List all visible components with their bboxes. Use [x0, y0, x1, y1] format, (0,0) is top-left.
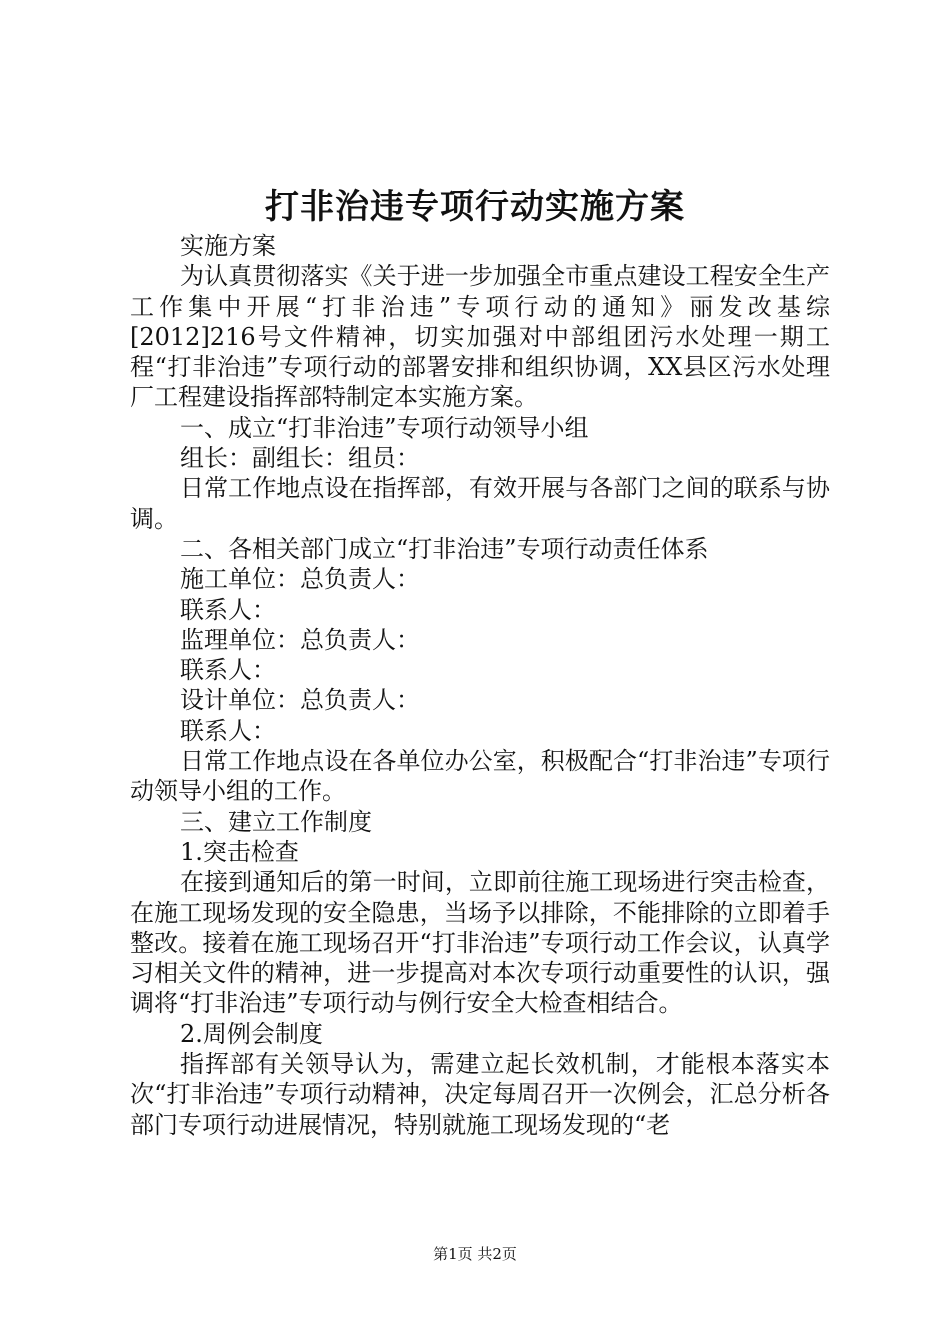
paragraph-supervision-unit: 监理单位：总负责人：: [180, 625, 420, 654]
page-footer: 第1页 共2页: [433, 1245, 517, 1263]
paragraph-design-unit: 设计单位：总负责人：: [180, 686, 420, 715]
document-body: [130, 231, 830, 1140]
paragraph-weekly-meeting: 指挥部有关领导认为，需建立起长效机制，才能根本落实本次“打非治违”专项行动精神，决定每周召开一次例会，汇总分析各部门专项行动进展情况，特别就施工现场发现的“老: [130, 1050, 830, 1139]
subheading-inspection: 1.突击检查: [180, 837, 299, 866]
paragraph-unit-offices: 日常工作地点设在各单位办公室，积极配合“打非治违”专项行动领导小组的工作。: [130, 747, 830, 806]
paragraph-contact-1: 联系人：: [180, 595, 276, 624]
paragraph-construction-unit: 施工单位：总负责人：: [180, 565, 420, 594]
document-title: 打非治违专项行动实施方案: [265, 187, 685, 227]
paragraph-contact-2: 联系人：: [180, 656, 276, 685]
section-heading-3: 三、建立工作制度: [180, 807, 372, 836]
paragraph-hq-office: 日常工作地点设在指挥部，有效开展与各部门之间的联系与协调。: [130, 474, 830, 533]
paragraph-inspection: 在接到通知后的第一时间，立即前往施工现场进行突击检查，在施工现场发现的安全隐患，当场予以排除，不能排除的立即着手整改。接着在施工现场召开“打非治违”专项行动工作会议，认真学习相关文件的精神，进一步提高对本次专项行动重要性的认识，强调将“打非治违”专项行动与例行安全大检查相结合。: [130, 868, 830, 1018]
subheading-weekly-meeting: 2.周例会制度: [180, 1019, 323, 1048]
paragraph-heading-plan: 实施方案: [180, 232, 276, 260]
paragraph-intro: 为认真贯彻落实《关于进一步加强全市重点建设工程安全生产工作集中开展“打非治违”专项行动的通知》丽发改基综[2012]216号文件精神，切实加强对中部组团污水处理一期工程“打非治违”专项行动的部署安排和组织协调，XX县区污水处理厂工程建设指挥部特制定本实施方案。: [130, 262, 830, 412]
paragraph-contact-3: 联系人：: [180, 716, 276, 745]
section-heading-2: 二、各相关部门成立“打非治违”专项行动责任体系: [180, 534, 709, 563]
section-heading-1: 一、成立“打非治违”专项行动领导小组: [180, 413, 589, 442]
paragraph-leaders: 组长：副组长：组员：: [180, 444, 420, 473]
